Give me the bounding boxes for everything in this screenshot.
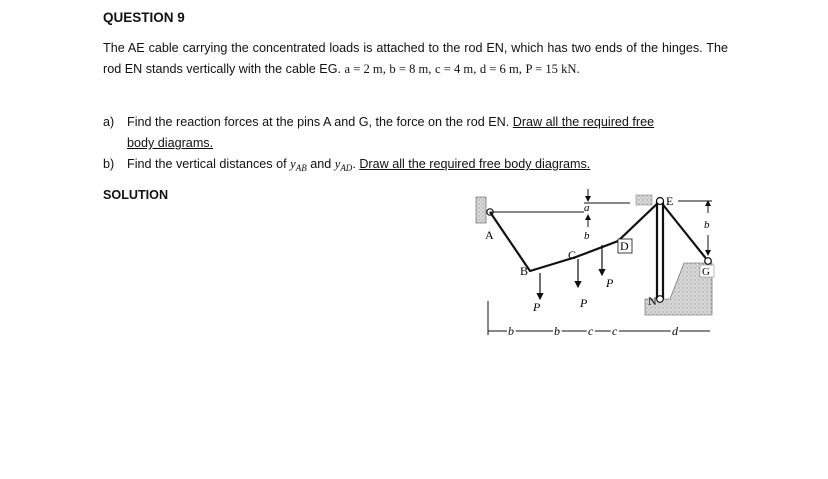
var-y-ad: $y_{AD}$ [334, 157, 353, 173]
dim-d: d [672, 324, 678, 338]
param-b: b = 8 m, [389, 61, 432, 76]
pin-e [657, 198, 664, 205]
question-title: QUESTION 9 [103, 10, 185, 25]
dim-c2: c [612, 324, 618, 338]
dim-b-c: b [584, 230, 590, 242]
part-b-text: Find the vertical distances of [127, 157, 287, 171]
part-a [103, 113, 654, 132]
part-a-text: Find the reaction forces at the pins A and G, the force on the rod EN. [127, 115, 510, 129]
part-b-label: b) [103, 157, 115, 171]
label-P-c: P [580, 296, 588, 310]
var-y-ab: $y_{AB}$ [290, 157, 307, 173]
label-P-b: P [533, 300, 541, 314]
label-A: A [485, 228, 494, 242]
part-b: b) Find the vertical distances of $y_{AB}$ and $y_{AD}$. Draw all the required free body diagrams. [103, 157, 591, 173]
part-a-draw: Draw all the required free [512, 115, 655, 129]
part-a-label: a) [103, 115, 115, 129]
label-D: D [620, 239, 629, 253]
problem-text: The AE cable carrying the concentrated loads is attached to the rod EN, which has two ends of the hinges. The rod EN stands vertically with the cable EG. [103, 41, 728, 76]
part-b-and: and [310, 157, 332, 171]
label-B: B [520, 264, 529, 278]
label-E: E [666, 194, 674, 208]
label-G: G [702, 266, 710, 278]
pin-n [657, 296, 664, 303]
dim-c1: c [588, 324, 594, 338]
dim-b-right: b [704, 219, 710, 231]
part-a-draw-2: body diagrams. [127, 136, 214, 150]
part-b-draw: Draw all the required free body diagrams. [359, 157, 591, 171]
param-d: d = 6 m, [479, 61, 522, 76]
hatch-e [636, 195, 652, 205]
label-P-d: P [606, 276, 614, 290]
pin-g [705, 258, 712, 265]
solution-label: SOLUTION [103, 188, 169, 202]
label-N: N [648, 294, 657, 308]
cable-diagram [470, 183, 730, 343]
dim-b2: b [554, 324, 560, 338]
param-a: a = 2 m, [344, 61, 386, 76]
problem-statement [103, 38, 728, 79]
wall-a [476, 197, 486, 223]
cable-eg [660, 201, 708, 261]
part-a-line2 [127, 134, 213, 153]
dim-a: a [584, 202, 590, 214]
label-C: C [568, 248, 577, 262]
dim-b1: b [508, 324, 514, 338]
param-c: c = 4 m, [434, 61, 477, 76]
param-P: P = 15 kN. [525, 61, 580, 76]
